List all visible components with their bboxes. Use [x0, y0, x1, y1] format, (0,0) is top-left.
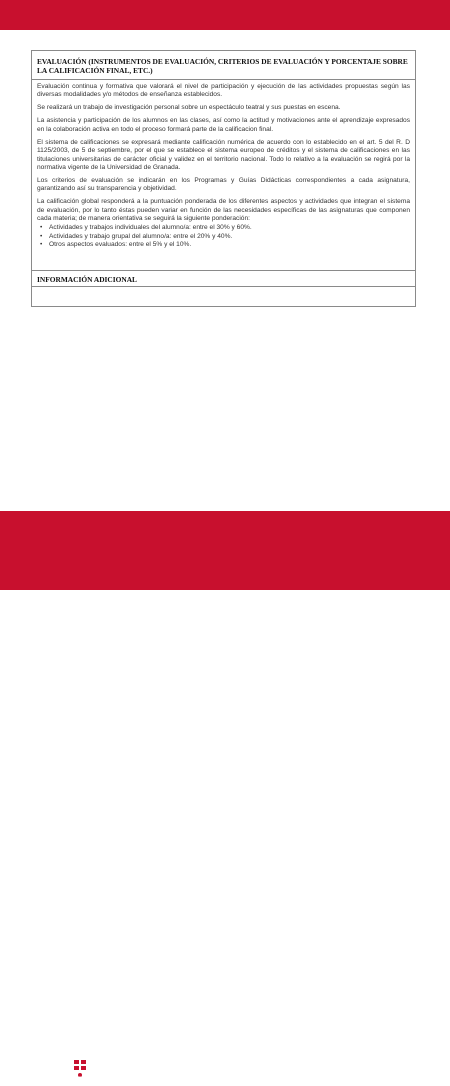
- list-item: • Actividades y trabajo grupal del alumno/a: entre el 20% y 40%.: [49, 233, 410, 241]
- university-name-line1: Universidad: [158, 1054, 208, 1065]
- list-item: • Otros aspectos evaluados: entre el 5% y el 10%.: [49, 241, 410, 249]
- footer-red-band: [0, 511, 450, 1079]
- paragraph: Los criterios de evaluación se indicarán en los Programas y Guías Didácticas correspondientes a cada asignatura, garantizando así su transparencia y objetividad.: [37, 177, 410, 193]
- evaluation-body: [32, 80, 415, 249]
- paragraph: Evaluación continua y formativa que valorará el nivel de participación y ejecución de las actividades propuestas según las diversas modalidades y/o métodos de enseñanza establecidos.: [37, 83, 410, 99]
- paragraph: Se realizará un trabajo de investigación personal sobre un espectáculo teatral y sus puestas en escena.: [37, 104, 341, 112]
- paragraph: El sistema de calificaciones se expresará mediante calificación numérica de acuerdo con lo establecido en el art. 5 del R. D 1125/2003, de 5 de septiembre, por el que se establece el sistema europeo de créditos y el sistema de calificaciones en las titulaciones universitarias de carácter oficial y validez en el territorio nacional. Todo lo relativo a la evaluación se regirá por la normativa vigente de la Universidad de Granada.: [37, 138, 410, 172]
- evaluation-heading: EVALUACIÓN (INSTRUMENTOS DE EVALUACIÓN, CRITERIOS DE EVALUACIÓN Y PORCENTAJE SOBRE LA CALIFICACIÓN FINAL, ETC.): [32, 51, 415, 80]
- evaluation-table: [31, 50, 416, 307]
- logo-divider: [151, 1042, 152, 1078]
- header-red-band: [0, 0, 450, 30]
- paragraph: La calificación global responderá a la puntuación ponderada de los diferentes aspectos y actividades que integran el sistema de evaluación, por lo tanto éstas pueden variar en función de las necesidades específicas de las asignaturas que componen cada materia; de manera orientativa se seguirá la siguiente ponderación:: [37, 198, 410, 223]
- university-crest-icon: [60, 1036, 100, 1084]
- weighting-list: [37, 224, 410, 249]
- additional-info-heading: INFORMACIÓN ADICIONAL: [32, 270, 415, 287]
- university-name-line2: de Granada: [158, 1068, 205, 1079]
- paragraph: La asistencia y participación de los alumnos en las clases, así como la actitud y motivaciones ante el aprendizaje expresados en la colaboración activa en todo el proceso formará parte de la calificacion final.: [37, 117, 410, 133]
- ugr-wordmark: ugr: [103, 1041, 144, 1073]
- list-item: • Actividades y trabajos individuales del alumno/a: entre el 30% y 60%.: [49, 224, 410, 232]
